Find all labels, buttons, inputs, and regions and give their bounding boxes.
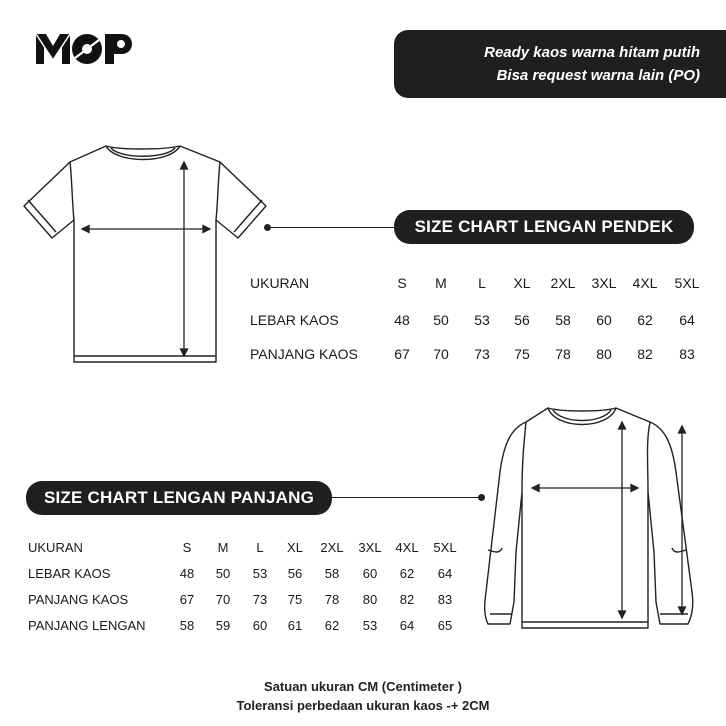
size-cell: 2XL <box>320 540 344 555</box>
value-cell: 56 <box>287 566 303 581</box>
value-cell: 53 <box>252 566 268 581</box>
value-cell: 83 <box>437 592 453 607</box>
value-cell: 64 <box>437 566 453 581</box>
size-cell: XL <box>513 275 531 291</box>
value-cell: 60 <box>252 618 268 633</box>
row-label: PANJANG KAOS <box>28 592 129 607</box>
value-cell: 83 <box>679 346 695 362</box>
long-sleeve-title: SIZE CHART LENGAN PANJANG <box>26 481 332 515</box>
size-cell: 5XL <box>433 540 457 555</box>
info-banner <box>394 30 726 98</box>
short-sleeve-title: SIZE CHART LENGAN PENDEK <box>394 210 694 244</box>
value-cell: 73 <box>252 592 268 607</box>
size-cell: S <box>182 540 192 555</box>
value-cell: 70 <box>433 346 449 362</box>
banner-line-1: Ready kaos warna hitam putih <box>484 44 700 61</box>
size-cell: 4XL <box>632 275 658 291</box>
header-label: UKURAN <box>28 540 83 555</box>
value-cell: 48 <box>179 566 195 581</box>
value-cell: 60 <box>596 312 612 328</box>
value-cell: 53 <box>362 618 378 633</box>
connector-dot <box>264 224 271 231</box>
size-cell: 3XL <box>591 275 617 291</box>
value-cell: 62 <box>637 312 653 328</box>
footer-tolerance-note: Toleransi perbedaan ukuran kaos -+ 2CM <box>236 698 490 713</box>
value-cell: 80 <box>362 592 378 607</box>
value-cell: 58 <box>324 566 340 581</box>
value-cell: 67 <box>394 346 410 362</box>
size-cell: M <box>217 540 229 555</box>
value-cell: 62 <box>324 618 340 633</box>
value-cell: 80 <box>596 346 612 362</box>
size-cell: 2XL <box>550 275 576 291</box>
value-cell: 82 <box>637 346 653 362</box>
value-cell: 62 <box>399 566 415 581</box>
value-cell: 67 <box>179 592 195 607</box>
footer-unit-note: Satuan ukuran CM (Centimeter ) <box>264 679 462 694</box>
value-cell: 58 <box>555 312 571 328</box>
value-cell: 73 <box>474 346 490 362</box>
value-cell: 75 <box>287 592 303 607</box>
size-cell: 3XL <box>358 540 382 555</box>
value-cell: 64 <box>679 312 695 328</box>
row-label: LEBAR KAOS <box>250 312 339 328</box>
value-cell: 50 <box>433 312 449 328</box>
value-cell: 78 <box>555 346 571 362</box>
row-label: PANJANG KAOS <box>250 346 358 362</box>
brand-logo <box>34 30 138 66</box>
value-cell: 61 <box>287 618 303 633</box>
value-cell: 56 <box>514 312 530 328</box>
value-cell: 58 <box>179 618 195 633</box>
row-label: LEBAR KAOS <box>28 566 111 581</box>
short-sleeve-shirt-illustration <box>20 140 272 368</box>
value-cell: 50 <box>215 566 231 581</box>
size-cell: L <box>256 540 264 555</box>
value-cell: 48 <box>394 312 410 328</box>
size-cell: M <box>435 275 447 291</box>
value-cell: 65 <box>437 618 453 633</box>
connector-line <box>266 227 396 228</box>
header-label: UKURAN <box>250 275 310 291</box>
banner-line-2: Bisa request warna lain (PO) <box>496 67 700 84</box>
long-sleeve-shirt-illustration <box>482 402 696 632</box>
row-label: PANJANG LENGAN <box>28 618 146 633</box>
size-cell: XL <box>287 540 303 555</box>
value-cell: 82 <box>399 592 415 607</box>
value-cell: 70 <box>215 592 231 607</box>
value-cell: 60 <box>362 566 378 581</box>
size-cell: L <box>478 275 486 291</box>
connector-line <box>330 497 480 498</box>
size-cell: 4XL <box>395 540 419 555</box>
value-cell: 75 <box>514 346 530 362</box>
size-cell: 5XL <box>674 275 700 291</box>
value-cell: 59 <box>215 618 231 633</box>
value-cell: 53 <box>474 312 490 328</box>
value-cell: 78 <box>324 592 340 607</box>
size-cell: S <box>397 275 407 291</box>
connector-dot <box>478 494 485 501</box>
value-cell: 64 <box>399 618 415 633</box>
